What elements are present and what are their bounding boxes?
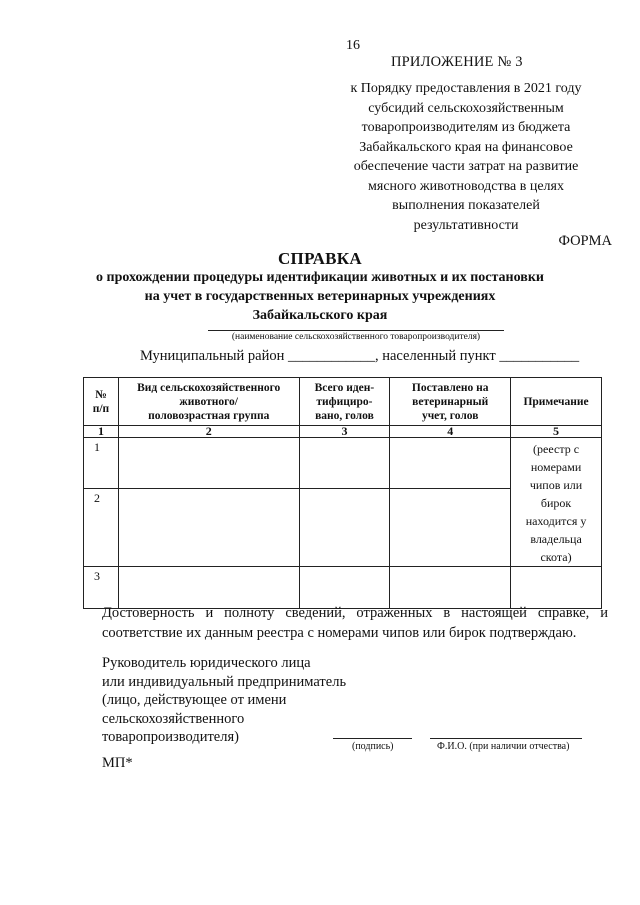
header-cell: Примечание <box>511 378 602 426</box>
column-number: 1 <box>84 426 119 438</box>
header-cell: № п/п <box>84 378 119 426</box>
producer-name-caption: (наименование сельскохозяйственного товаропроизводителя) <box>231 332 481 342</box>
header-cell: Поставлено на ветеринарный учет, голов <box>390 378 511 426</box>
page-number: 16 <box>346 38 360 53</box>
table-cell[interactable] <box>299 438 390 489</box>
location-row <box>140 348 579 365</box>
producer-name-line <box>208 330 504 331</box>
settlement-label: , населенный пункт <box>374 348 496 364</box>
signer-line: Руководитель юридического лица <box>102 655 311 671</box>
subtitle-line: Забайкальского края <box>252 308 388 323</box>
header-cell: Вид сельскохозяйственного животного/ половозрастная группа <box>118 378 299 426</box>
form-label: ФОРМА <box>558 233 612 249</box>
table-cell[interactable] <box>299 489 390 567</box>
identification-table <box>83 377 602 609</box>
document-title: СПРАВКА <box>277 249 363 268</box>
appendix-line: товаропроизводителям из бюджета <box>361 120 571 135</box>
row-number: 3 <box>84 567 119 609</box>
table-row <box>84 438 602 489</box>
stamp-mark: МП* <box>102 755 133 771</box>
signature-caption: (подпись) <box>352 741 394 752</box>
appendix-line: мясного животноводства в целях <box>368 178 564 194</box>
appendix-line: результативности <box>413 217 519 233</box>
table-cell[interactable] <box>118 438 299 489</box>
signer-line: (лицо, действующее от имени <box>102 692 287 708</box>
confirmation-text: Достоверность и полноту сведений, отраженных в настоящей справке, и соответствие их данным реестра с номерами чипов или бирок подтверждаю. <box>102 605 608 641</box>
document-subtitle <box>60 268 580 325</box>
table-header-row <box>84 378 602 426</box>
district-label: Муниципальный район <box>140 348 285 364</box>
table-cell[interactable] <box>390 489 511 567</box>
appendix-text <box>320 79 612 235</box>
appendix-title: ПРИЛОЖЕНИЕ № 3 <box>391 54 523 70</box>
note-cell: (реестр с номерами чипов или бирок находится у владельца скота) <box>511 438 602 567</box>
row-number: 2 <box>84 489 119 567</box>
fio-line <box>430 738 582 739</box>
column-number: 5 <box>511 426 602 438</box>
table-cell[interactable] <box>118 489 299 567</box>
column-number-row <box>84 426 602 438</box>
column-number: 2 <box>118 426 299 438</box>
column-number: 4 <box>390 426 511 438</box>
settlement-blank: ___________ <box>499 348 580 364</box>
appendix-line: обеспечение части затрат на развитие <box>353 159 579 174</box>
row-number: 1 <box>84 438 119 489</box>
signer-line: товаропроизводителя) <box>102 729 239 745</box>
table-cell[interactable] <box>390 438 511 489</box>
signature-line <box>333 738 412 739</box>
subtitle-line: о прохождении процедуры идентификации животных и их постановки <box>96 270 544 285</box>
appendix-line: выполнения показателей <box>392 198 540 213</box>
signer-line: или индивидуальный предприниматель <box>102 673 347 690</box>
appendix-line: Забайкальского края на финансовое <box>359 139 573 155</box>
subtitle-line: на учет в государственных ветеринарных учреждениях <box>144 289 496 304</box>
signer-line: сельскохозяйственного <box>102 710 245 727</box>
appendix-line: субсидий сельскохозяйственным <box>368 100 564 116</box>
district-blank: ____________ <box>287 348 375 364</box>
header-cell: Всего иден- тифициро- вано, голов <box>299 378 390 426</box>
column-number: 3 <box>299 426 390 438</box>
fio-caption: Ф.И.О. (при наличии отчества) <box>437 741 570 752</box>
signer-block <box>102 654 346 747</box>
appendix-line: к Порядку предоставления в 2021 году <box>350 81 582 96</box>
